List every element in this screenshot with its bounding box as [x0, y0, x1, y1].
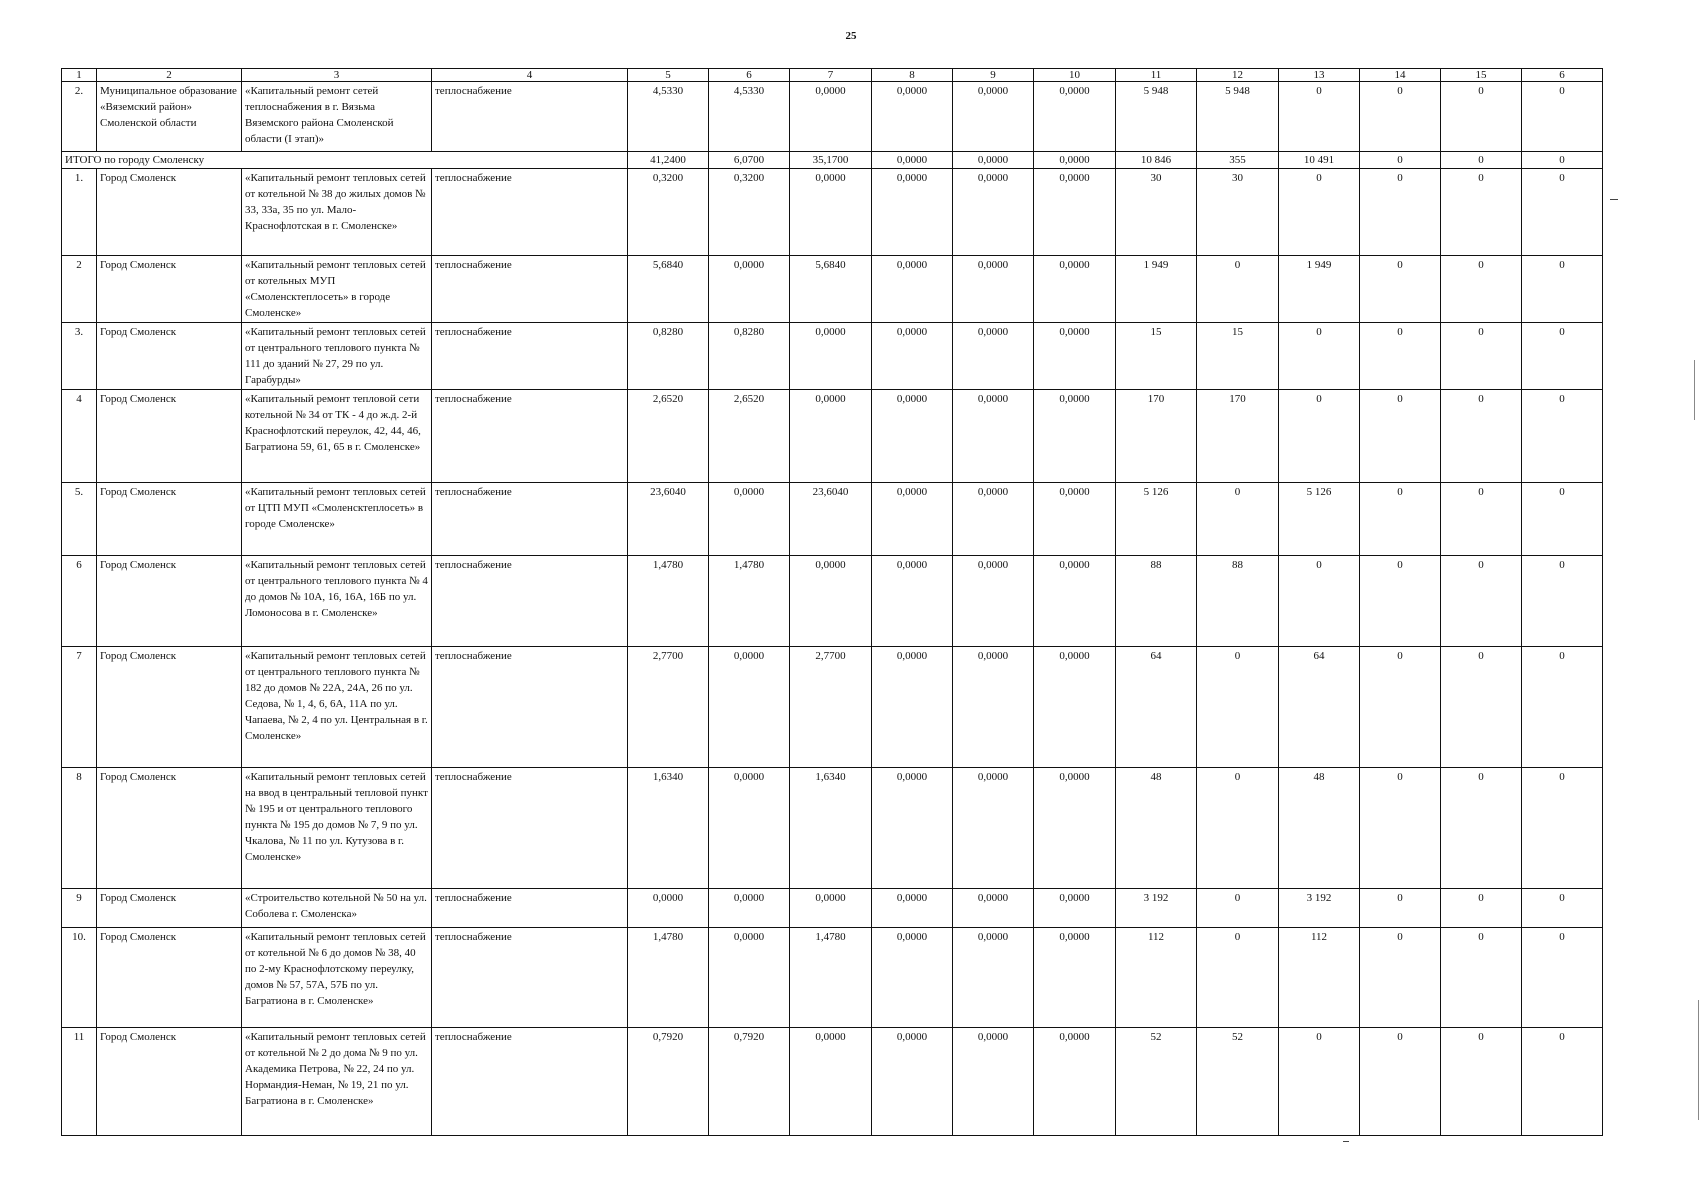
value-cell: 0: [1522, 483, 1603, 556]
value-cell: 15: [1116, 323, 1197, 390]
margin-mark: [1610, 199, 1618, 200]
value-cell: 0,0000: [1034, 768, 1116, 889]
value-cell: 0: [1441, 889, 1522, 928]
value-cell: 64: [1279, 647, 1360, 768]
value-cell: 0: [1522, 323, 1603, 390]
value-cell: 0,0000: [953, 556, 1034, 647]
value-cell: 0: [1360, 323, 1441, 390]
column-number: 12: [1197, 69, 1279, 82]
value-cell: 0,7920: [628, 1028, 709, 1136]
value-cell: 0,0000: [953, 1028, 1034, 1136]
value-cell: 0,0000: [953, 152, 1034, 169]
row-number: 10.: [62, 928, 97, 1028]
value-cell: 0: [1197, 768, 1279, 889]
object-name-cell: «Капитальный ремонт тепловых сетей на ввод в центральный тепловой пункт № 195 и от центрального теплового пункта № 195 до домов № 7, 9 по ул. Чкалова, № 11 по ул. Кутузова в г. Смоленске»: [242, 768, 432, 889]
value-cell: 23,6040: [790, 483, 872, 556]
value-cell: 15: [1197, 323, 1279, 390]
value-cell: 0,0000: [1034, 1028, 1116, 1136]
value-cell: 170: [1197, 390, 1279, 483]
object-name-cell: «Капитальный ремонт тепловых сетей от котельной № 6 до домов № 38, 40 по 2-му Краснофлотскому переулку, домов № 57, 57А, 57Б по ул. Багратиона в г. Смоленске»: [242, 928, 432, 1028]
value-cell: 0: [1522, 169, 1603, 256]
margin-mark: [1343, 1141, 1349, 1142]
value-cell: 0: [1360, 483, 1441, 556]
table-row: [62, 1028, 1603, 1136]
value-cell: 0,0000: [872, 928, 953, 1028]
column-number: 6: [709, 69, 790, 82]
value-cell: 0,0000: [953, 256, 1034, 323]
kind-cell: теплоснабжение: [432, 169, 628, 256]
table-row: [62, 323, 1603, 390]
value-cell: 2,6520: [628, 390, 709, 483]
kind-cell: теплоснабжение: [432, 82, 628, 152]
owner-cell: Город Смоленск: [97, 169, 242, 256]
object-name-cell: «Капитальный ремонт тепловых сетей от котельной № 38 до жилых домов № 33, 33а, 35 по ул. Мало-Краснофлотская в г. Смоленске»: [242, 169, 432, 256]
object-name-cell: «Капитальный ремонт тепловой сети котельной № 34 от ТК - 4 до ж.д. 2-й Краснофлотский переулок, 42, 44, 46, Багратиона 59, 61, 65 в г. Смоленске»: [242, 390, 432, 483]
value-cell: 0: [1279, 1028, 1360, 1136]
value-cell: 0,0000: [790, 323, 872, 390]
kind-cell: теплоснабжение: [432, 928, 628, 1028]
page-number: 25: [845, 30, 857, 42]
total-label: ИТОГО по городу Смоленску: [62, 152, 628, 169]
value-cell: 1,6340: [628, 768, 709, 889]
kind-cell: теплоснабжение: [432, 483, 628, 556]
value-cell: 0: [1522, 647, 1603, 768]
value-cell: 0: [1197, 256, 1279, 323]
value-cell: 0,3200: [628, 169, 709, 256]
value-cell: 0: [1522, 390, 1603, 483]
kind-cell: теплоснабжение: [432, 390, 628, 483]
value-cell: 0: [1360, 928, 1441, 1028]
value-cell: 0,0000: [709, 647, 790, 768]
row-number: 7: [62, 647, 97, 768]
value-cell: 1,6340: [790, 768, 872, 889]
value-cell: 0,0000: [709, 256, 790, 323]
object-name-cell: «Капитальный ремонт тепловых сетей от центрального теплового пункта № 4 до домов № 10А, 16, 16А, 16Б по ул. Ломоносова в г. Смоленске»: [242, 556, 432, 647]
row-number: 9: [62, 889, 97, 928]
value-cell: 0,0000: [953, 169, 1034, 256]
value-cell: 0,0000: [709, 768, 790, 889]
owner-cell: Город Смоленск: [97, 928, 242, 1028]
row-number: 1.: [62, 169, 97, 256]
total-row: [62, 152, 1603, 169]
value-cell: 0,0000: [1034, 483, 1116, 556]
table-row: [62, 256, 1603, 323]
row-number: 3.: [62, 323, 97, 390]
value-cell: 0,0000: [1034, 256, 1116, 323]
value-cell: 0: [1522, 556, 1603, 647]
value-cell: 0: [1360, 256, 1441, 323]
column-number: 14: [1360, 69, 1441, 82]
value-cell: 0,0000: [872, 82, 953, 152]
kind-cell: теплоснабжение: [432, 323, 628, 390]
value-cell: 52: [1116, 1028, 1197, 1136]
column-number: 5: [628, 69, 709, 82]
value-cell: 0,0000: [1034, 647, 1116, 768]
object-name-cell: «Капитальный ремонт тепловых сетей от центрального теплового пункта № 111 до зданий № 27, 29 по ул. Гарабурды»: [242, 323, 432, 390]
value-cell: 0: [1360, 1028, 1441, 1136]
owner-cell: Город Смоленск: [97, 323, 242, 390]
value-cell: 41,2400: [628, 152, 709, 169]
value-cell: 4,5330: [709, 82, 790, 152]
value-cell: 0: [1441, 556, 1522, 647]
table-row: [62, 390, 1603, 483]
value-cell: 0: [1441, 647, 1522, 768]
value-cell: 64: [1116, 647, 1197, 768]
column-number: 3: [242, 69, 432, 82]
value-cell: 0: [1360, 556, 1441, 647]
table-row: [62, 889, 1603, 928]
column-number: 7: [790, 69, 872, 82]
value-cell: 1,4780: [790, 928, 872, 1028]
owner-cell: Город Смоленск: [97, 256, 242, 323]
table-row: [62, 82, 1603, 152]
value-cell: 0,0000: [872, 889, 953, 928]
value-cell: 0,0000: [953, 390, 1034, 483]
value-cell: 35,1700: [790, 152, 872, 169]
row-number: 4: [62, 390, 97, 483]
value-cell: 0,0000: [1034, 928, 1116, 1028]
value-cell: 2,6520: [709, 390, 790, 483]
margin-mark: [1694, 360, 1695, 420]
row-number: 2: [62, 256, 97, 323]
value-cell: 0: [1360, 768, 1441, 889]
value-cell: 1,4780: [628, 556, 709, 647]
value-cell: 5,6840: [790, 256, 872, 323]
row-number: 11: [62, 1028, 97, 1136]
value-cell: 5,6840: [628, 256, 709, 323]
value-cell: 170: [1116, 390, 1197, 483]
value-cell: 0: [1441, 928, 1522, 1028]
value-cell: 0: [1522, 256, 1603, 323]
value-cell: 1,4780: [628, 928, 709, 1028]
value-cell: 0,0000: [1034, 323, 1116, 390]
row-number: 8: [62, 768, 97, 889]
value-cell: 0: [1441, 256, 1522, 323]
value-cell: 0,0000: [953, 323, 1034, 390]
value-cell: 0,0000: [790, 169, 872, 256]
value-cell: 0: [1360, 647, 1441, 768]
value-cell: 0,8280: [709, 323, 790, 390]
object-name-cell: «Капитальный ремонт тепловых сетей от ЦТП МУП «Смоленсктеплосеть» в городе Смоленске»: [242, 483, 432, 556]
value-cell: 0: [1522, 82, 1603, 152]
column-number: 1: [62, 69, 97, 82]
value-cell: 0,0000: [790, 82, 872, 152]
value-cell: 0,0000: [872, 152, 953, 169]
value-cell: 88: [1197, 556, 1279, 647]
value-cell: 23,6040: [628, 483, 709, 556]
column-number-row: [62, 69, 1603, 82]
value-cell: 0,0000: [953, 82, 1034, 152]
value-cell: 0,0000: [1034, 889, 1116, 928]
column-number: 15: [1441, 69, 1522, 82]
value-cell: 0,0000: [790, 889, 872, 928]
value-cell: 0: [1360, 82, 1441, 152]
table-row: [62, 556, 1603, 647]
value-cell: 0,0000: [1034, 152, 1116, 169]
value-cell: 88: [1116, 556, 1197, 647]
value-cell: 112: [1116, 928, 1197, 1028]
value-cell: 0,0000: [953, 928, 1034, 1028]
value-cell: 0: [1197, 647, 1279, 768]
value-cell: 4,5330: [628, 82, 709, 152]
value-cell: 0: [1360, 169, 1441, 256]
value-cell: 0: [1279, 556, 1360, 647]
object-name-cell: «Капитальный ремонт сетей теплоснабжения в г. Вязьма Вяземского района Смоленской области (I этап)»: [242, 82, 432, 152]
column-number: 10: [1034, 69, 1116, 82]
kind-cell: теплоснабжение: [432, 1028, 628, 1136]
object-name-cell: «Капитальный ремонт тепловых сетей от центрального теплового пункта № 182 до домов № 22А, 24А, 26 по ул. Седова, № 1, 4, 6, 6А, 11А по ул. Чапаева, № 2, 4 по ул. Центральная в г. Смоленске»: [242, 647, 432, 768]
object-name-cell: «Капитальный ремонт тепловых сетей от котельных МУП «Смоленсктеплосеть» в городе Смоленске»: [242, 256, 432, 323]
value-cell: 5 126: [1116, 483, 1197, 556]
value-cell: 0: [1360, 152, 1441, 169]
value-cell: 3 192: [1116, 889, 1197, 928]
value-cell: 6,0700: [709, 152, 790, 169]
data-table: [61, 68, 1603, 1136]
value-cell: 0: [1522, 889, 1603, 928]
owner-cell: Город Смоленск: [97, 390, 242, 483]
value-cell: 48: [1279, 768, 1360, 889]
value-cell: 5 948: [1197, 82, 1279, 152]
value-cell: 0,0000: [1034, 556, 1116, 647]
owner-cell: Муниципальное образование «Вяземский район» Смоленской области: [97, 82, 242, 152]
value-cell: 0,0000: [1034, 82, 1116, 152]
table-row: [62, 647, 1603, 768]
table-row: [62, 169, 1603, 256]
owner-cell: Город Смоленск: [97, 1028, 242, 1136]
value-cell: 0,0000: [872, 483, 953, 556]
value-cell: 0: [1197, 928, 1279, 1028]
value-cell: 0: [1522, 928, 1603, 1028]
value-cell: 52: [1197, 1028, 1279, 1136]
value-cell: 30: [1116, 169, 1197, 256]
row-number: 6: [62, 556, 97, 647]
owner-cell: Город Смоленск: [97, 483, 242, 556]
value-cell: 0: [1441, 390, 1522, 483]
kind-cell: теплоснабжение: [432, 256, 628, 323]
value-cell: 0: [1441, 152, 1522, 169]
column-number: 9: [953, 69, 1034, 82]
table-row: [62, 928, 1603, 1028]
value-cell: 1 949: [1116, 256, 1197, 323]
column-number: 11: [1116, 69, 1197, 82]
value-cell: 0,0000: [1034, 169, 1116, 256]
value-cell: 0,0000: [953, 483, 1034, 556]
value-cell: 0,0000: [872, 256, 953, 323]
value-cell: 112: [1279, 928, 1360, 1028]
value-cell: 0,0000: [872, 390, 953, 483]
value-cell: 0,0000: [953, 768, 1034, 889]
value-cell: 10 491: [1279, 152, 1360, 169]
value-cell: 1 949: [1279, 256, 1360, 323]
object-name-cell: «Строительство котельной № 50 на ул. Соболева г. Смоленска»: [242, 889, 432, 928]
value-cell: 0,8280: [628, 323, 709, 390]
value-cell: 0,0000: [872, 647, 953, 768]
value-cell: 0: [1441, 1028, 1522, 1136]
value-cell: 2,7700: [790, 647, 872, 768]
value-cell: 0,0000: [953, 647, 1034, 768]
value-cell: 0: [1197, 483, 1279, 556]
value-cell: 5 948: [1116, 82, 1197, 152]
kind-cell: теплоснабжение: [432, 768, 628, 889]
value-cell: 0,0000: [709, 889, 790, 928]
value-cell: 0: [1441, 483, 1522, 556]
value-cell: 0,0000: [872, 1028, 953, 1136]
column-number: 13: [1279, 69, 1360, 82]
value-cell: 0,0000: [872, 768, 953, 889]
owner-cell: Город Смоленск: [97, 647, 242, 768]
value-cell: 0: [1197, 889, 1279, 928]
object-name-cell: «Капитальный ремонт тепловых сетей от котельной № 2 до дома № 9 по ул. Академика Петрова, № 22, 24 по ул. Нормандия-Неман, № 19, 21 по ул. Багратиона в г. Смоленске»: [242, 1028, 432, 1136]
value-cell: 0: [1522, 152, 1603, 169]
value-cell: 0: [1279, 169, 1360, 256]
value-cell: 0,0000: [1034, 390, 1116, 483]
value-cell: 0: [1279, 82, 1360, 152]
table-row: [62, 483, 1603, 556]
row-number: 2.: [62, 82, 97, 152]
value-cell: 0,0000: [790, 390, 872, 483]
column-number: 4: [432, 69, 628, 82]
value-cell: 30: [1197, 169, 1279, 256]
value-cell: 0,0000: [790, 1028, 872, 1136]
column-number: 2: [97, 69, 242, 82]
owner-cell: Город Смоленск: [97, 889, 242, 928]
value-cell: 0,0000: [709, 928, 790, 1028]
owner-cell: Город Смоленск: [97, 768, 242, 889]
value-cell: 0: [1360, 889, 1441, 928]
value-cell: 2,7700: [628, 647, 709, 768]
value-cell: 0: [1360, 390, 1441, 483]
kind-cell: теплоснабжение: [432, 556, 628, 647]
owner-cell: Город Смоленск: [97, 556, 242, 647]
value-cell: 0,0000: [872, 169, 953, 256]
value-cell: 0: [1441, 82, 1522, 152]
margin-mark: [1698, 1000, 1699, 1120]
column-number: 6: [1522, 69, 1603, 82]
value-cell: 0,0000: [872, 323, 953, 390]
value-cell: 0,0000: [628, 889, 709, 928]
column-number: 8: [872, 69, 953, 82]
value-cell: 0: [1522, 1028, 1603, 1136]
value-cell: 0,0000: [790, 556, 872, 647]
value-cell: 0: [1441, 169, 1522, 256]
value-cell: 0: [1279, 323, 1360, 390]
value-cell: 0,7920: [709, 1028, 790, 1136]
kind-cell: теплоснабжение: [432, 647, 628, 768]
table-row: [62, 768, 1603, 889]
value-cell: 355: [1197, 152, 1279, 169]
value-cell: 0: [1441, 323, 1522, 390]
value-cell: 3 192: [1279, 889, 1360, 928]
kind-cell: теплоснабжение: [432, 889, 628, 928]
value-cell: 1,4780: [709, 556, 790, 647]
value-cell: 5 126: [1279, 483, 1360, 556]
value-cell: 0,0000: [953, 889, 1034, 928]
value-cell: 0,0000: [709, 483, 790, 556]
value-cell: 0,0000: [872, 556, 953, 647]
value-cell: 0: [1522, 768, 1603, 889]
row-number: 5.: [62, 483, 97, 556]
value-cell: 0,3200: [709, 169, 790, 256]
value-cell: 0: [1441, 768, 1522, 889]
value-cell: 0: [1279, 390, 1360, 483]
value-cell: 10 846: [1116, 152, 1197, 169]
value-cell: 48: [1116, 768, 1197, 889]
